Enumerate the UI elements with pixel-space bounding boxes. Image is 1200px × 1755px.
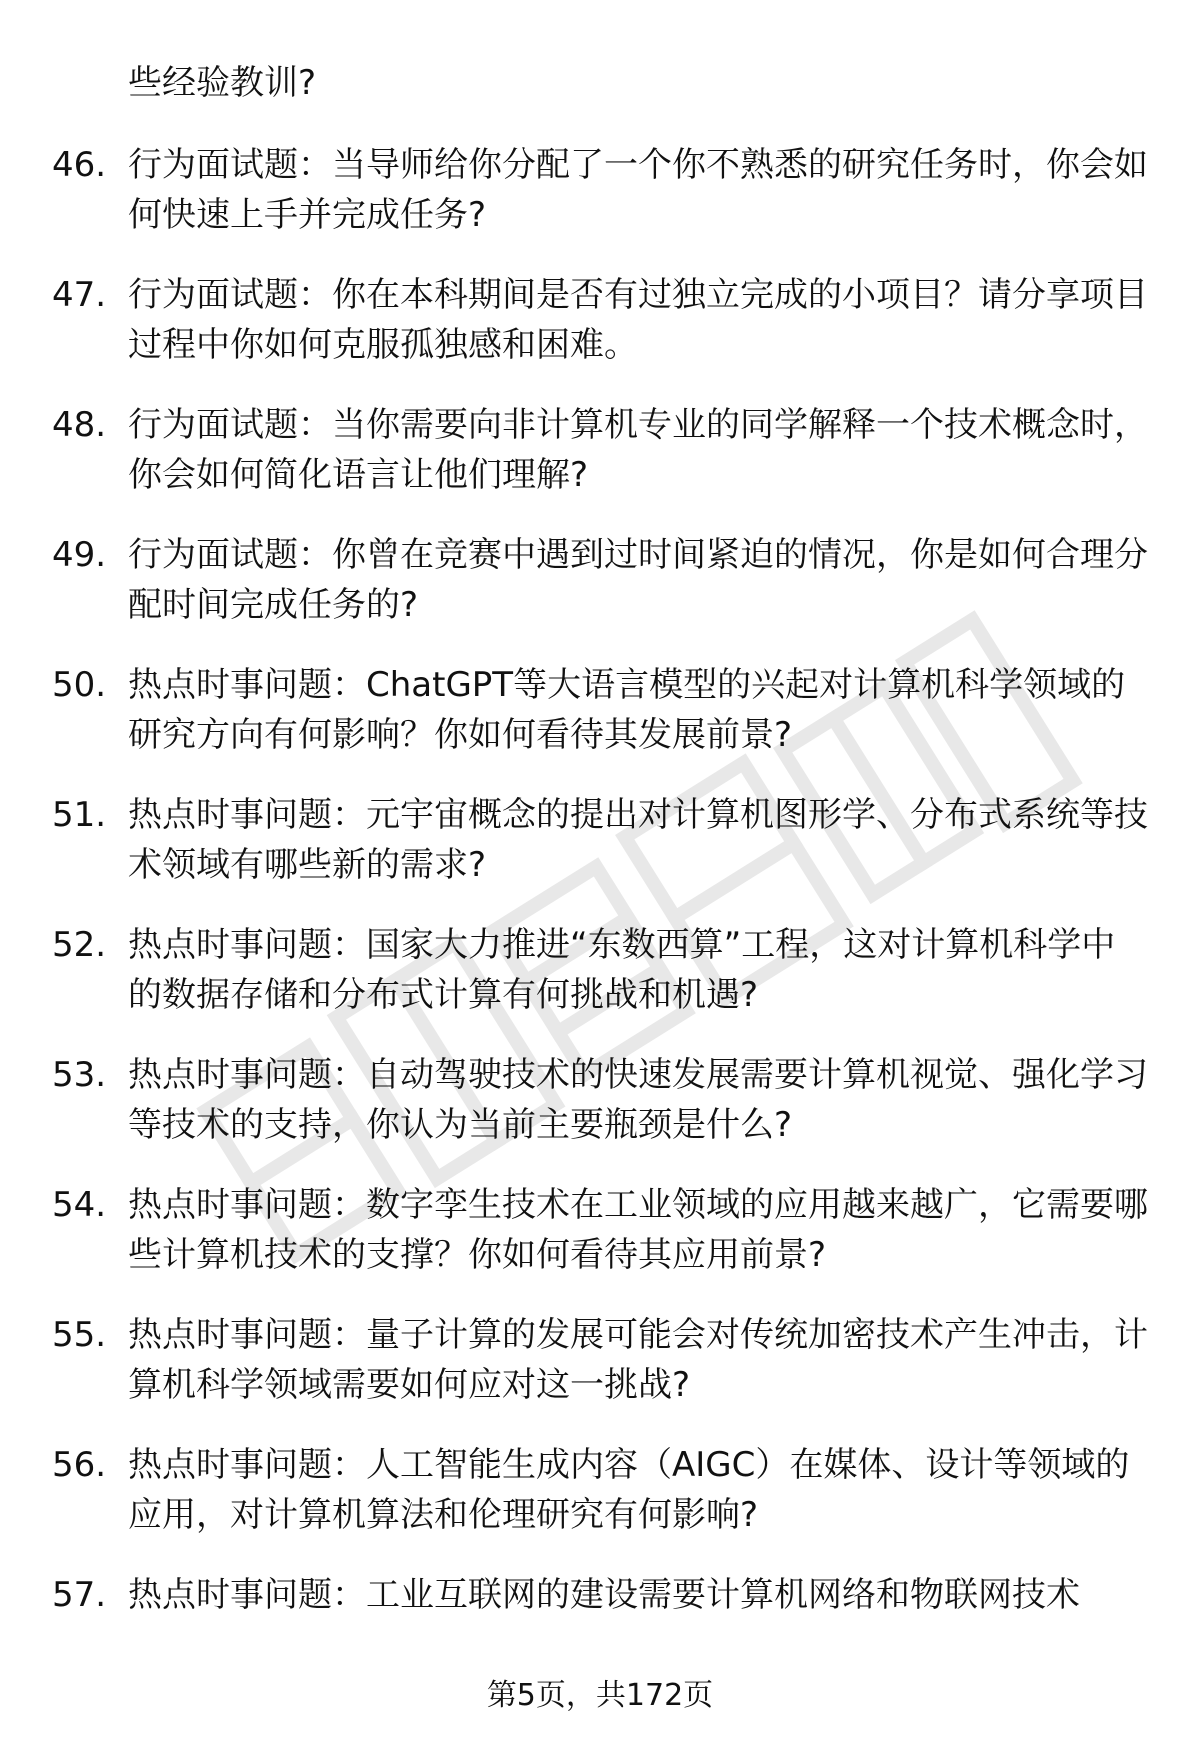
question-number: 46. xyxy=(52,145,107,185)
question-text: 热点时事问题：自动驾驶技术的快速发展需要计算机视觉、强化学习等技术的支持，你认为当前主要瓶颈是什么? xyxy=(128,1055,1148,1145)
question-number: 47. xyxy=(52,275,107,315)
question-number: 56. xyxy=(52,1445,107,1485)
continuation-text: 些经验教训? xyxy=(128,63,317,103)
question-number: 57. xyxy=(52,1575,107,1615)
list-item xyxy=(0,140,1200,240)
list-item xyxy=(0,1440,1200,1540)
question-number: 55. xyxy=(52,1315,107,1355)
question-list xyxy=(0,140,1200,1700)
question-number: 53. xyxy=(52,1055,107,1095)
list-item xyxy=(0,660,1200,760)
question-text: 热点时事问题：国家大力推进“东数西算”工程，这对计算机科学中的数据存储和分布式计算有何挑战和机遇? xyxy=(128,925,1116,1015)
question-text: 行为面试题：当导师给你分配了一个你不熟悉的研究任务时，你会如何快速上手并完成任务? xyxy=(128,145,1148,235)
question-number: 52. xyxy=(52,925,107,965)
question-text: 行为面试题：当你需要向非计算机专业的同学解释一个技术概念时，你会如何简化语言让他们理解? xyxy=(128,405,1148,495)
question-text: 行为面试题：你在本科期间是否有过独立完成的小项目？请分享项目过程中你如何克服孤独感和困难。 xyxy=(128,275,1148,365)
question-text: 热点时事问题：元宇宙概念的提出对计算机图形学、分布式系统等技术领域有哪些新的需求? xyxy=(128,795,1148,885)
question-number: 54. xyxy=(52,1185,107,1225)
list-item xyxy=(0,920,1200,1020)
question-number: 51. xyxy=(52,795,107,835)
question-text: 热点时事问题：数字孪生技术在工业领域的应用越来越广，它需要哪些计算机技术的支撑？你如何看待其应用前景? xyxy=(128,1185,1148,1275)
list-item xyxy=(0,1570,1200,1670)
question-text: 热点时事问题：工业互联网的建设需要计算机网络和物联网技术 xyxy=(128,1575,1080,1615)
list-item xyxy=(0,400,1200,500)
question-text: 行为面试题：你曾在竞赛中遇到过时间紧迫的情况，你是如何合理分配时间完成任务的? xyxy=(128,535,1148,625)
question-text: 热点时事问题：ChatGPT等大语言模型的兴起对计算机科学领域的研究方向有何影响？你如何看待其发展前景? xyxy=(128,665,1126,755)
question-number: 50. xyxy=(52,665,107,705)
list-item xyxy=(0,530,1200,630)
list-item xyxy=(0,270,1200,370)
list-item xyxy=(0,1050,1200,1150)
list-item xyxy=(0,790,1200,890)
question-text: 热点时事问题：量子计算的发展可能会对传统加密技术产生冲击，计算机科学领域需要如何应对这一挑战? xyxy=(128,1315,1148,1405)
page-footer: 第5页，共172页 xyxy=(486,1678,714,1713)
list-item xyxy=(0,1180,1200,1280)
question-text: 热点时事问题：人工智能生成内容（AIGC）在媒体、设计等领域的应用，对计算机算法和伦理研究有何影响? xyxy=(128,1445,1130,1535)
question-number: 49. xyxy=(52,535,107,575)
list-item xyxy=(0,1310,1200,1410)
question-number: 48. xyxy=(52,405,107,445)
